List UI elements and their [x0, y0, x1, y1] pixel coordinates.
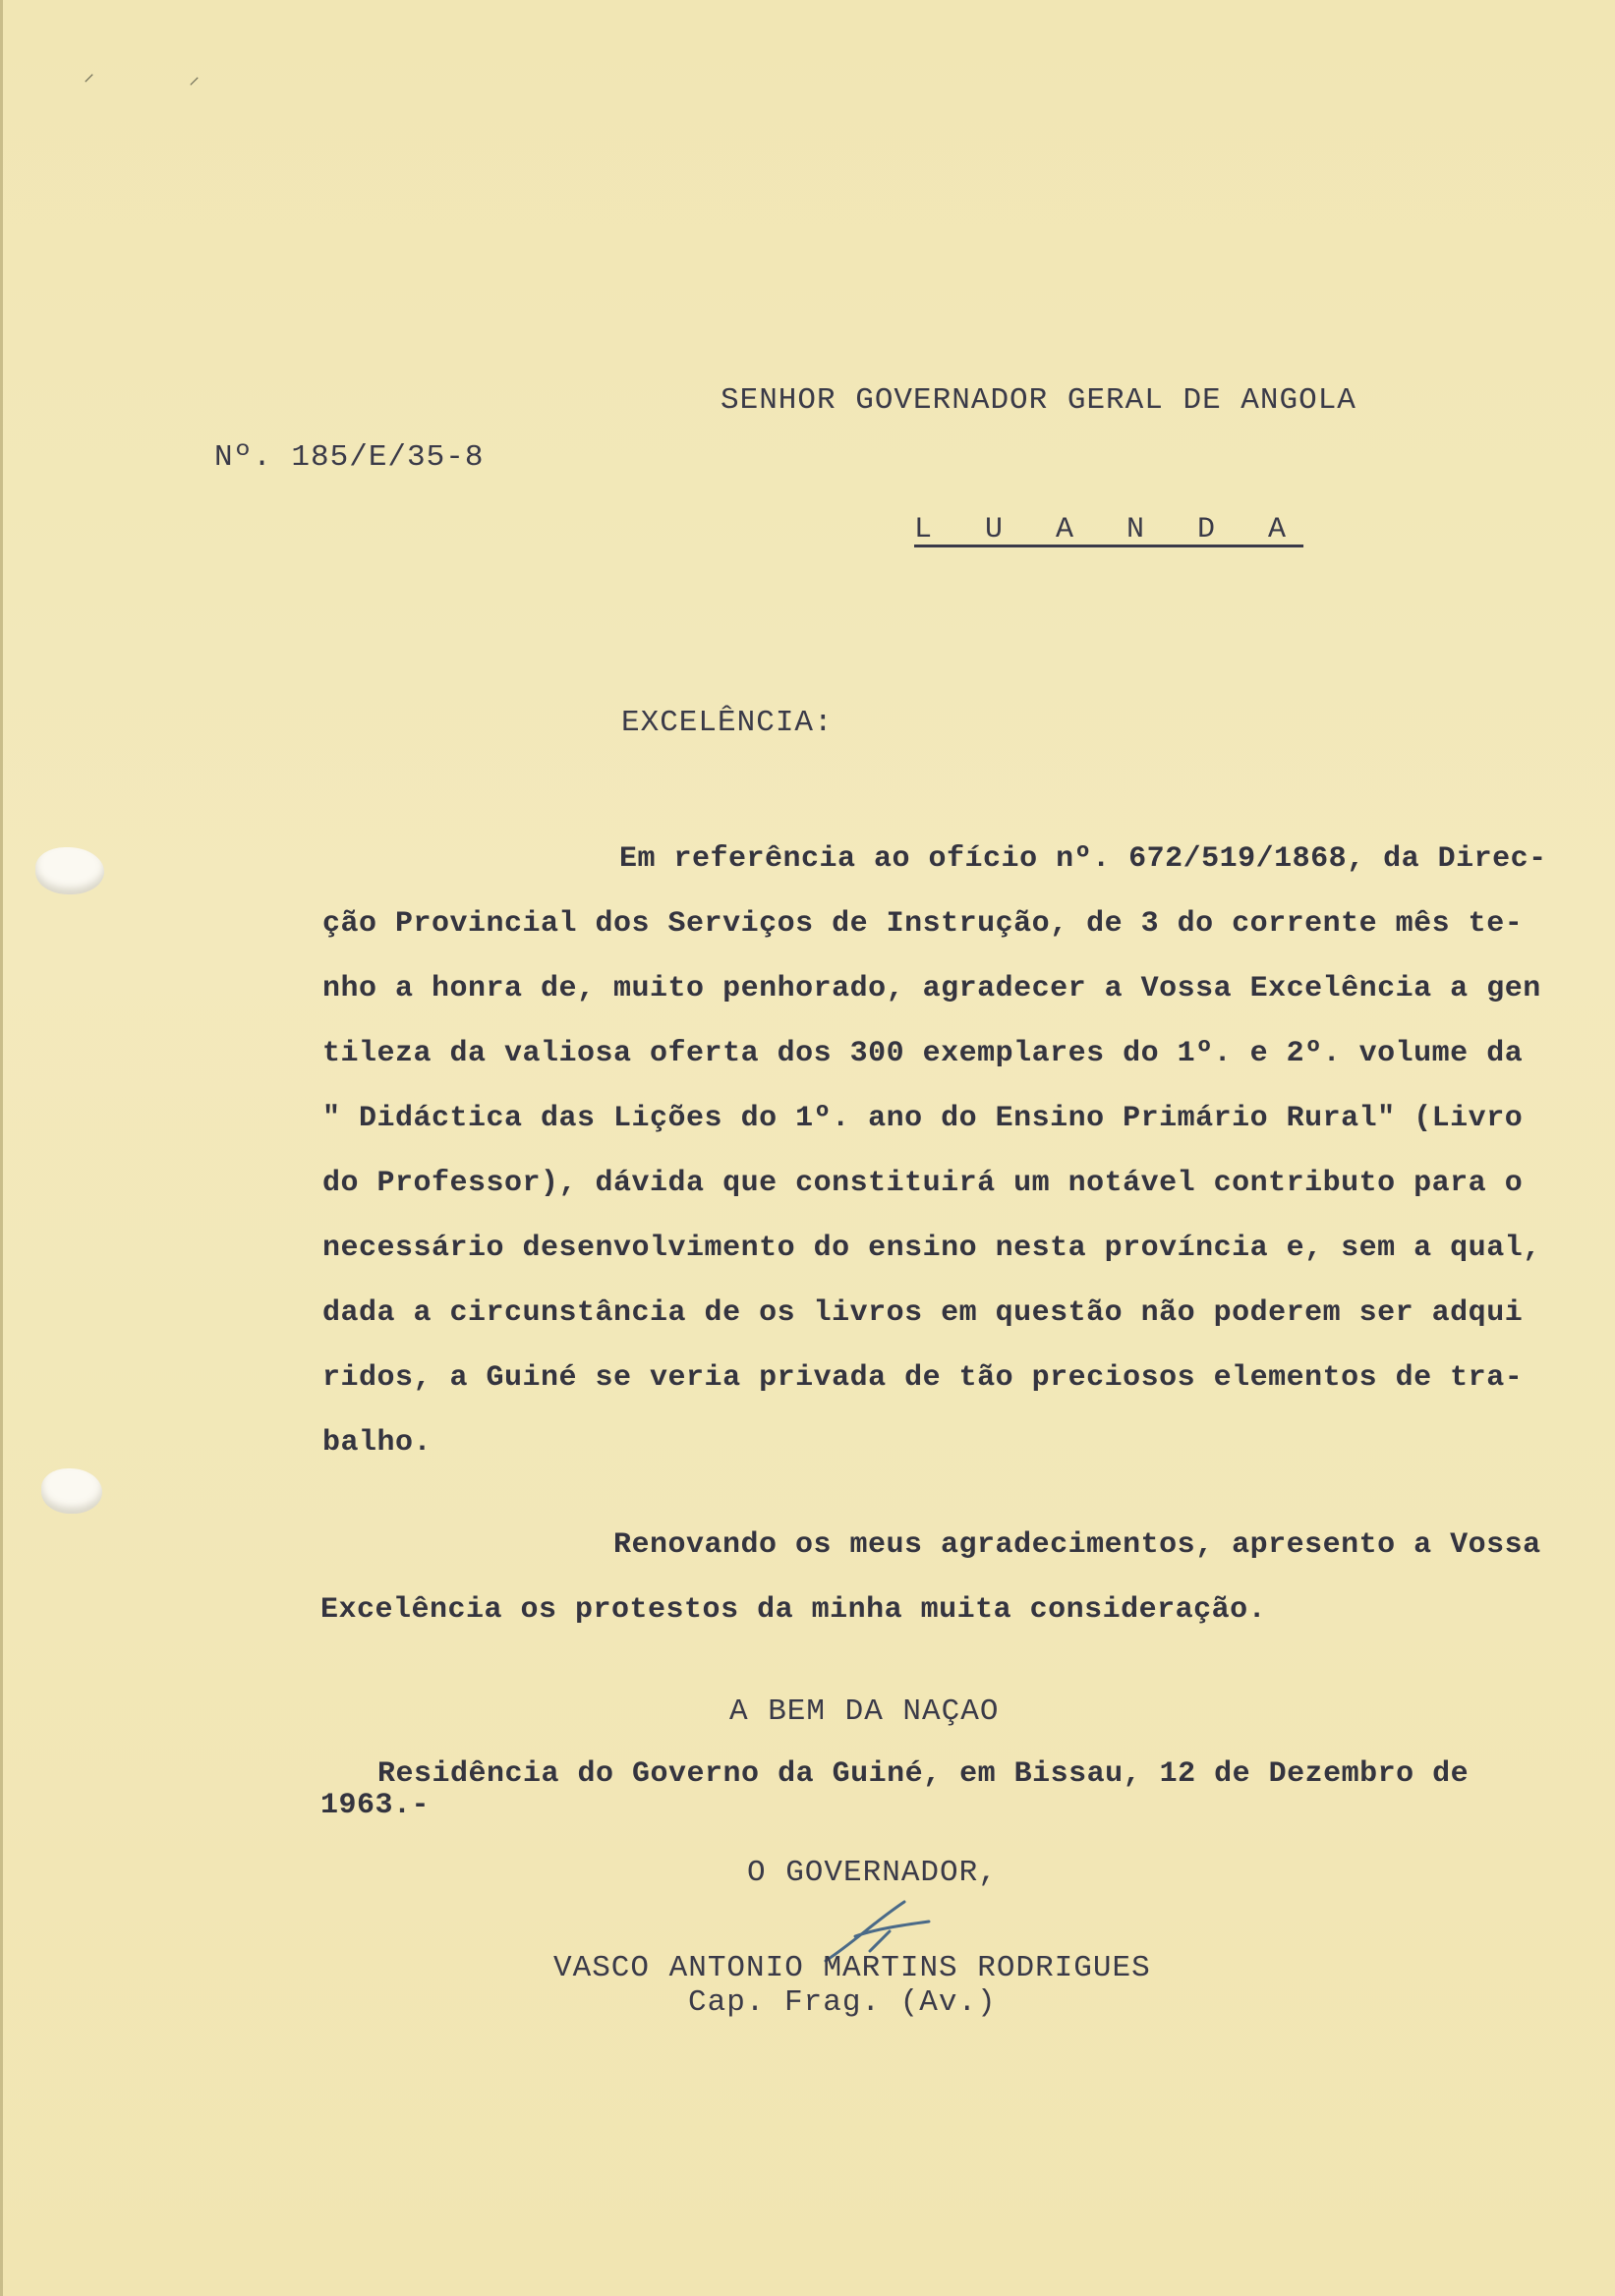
- text-line: ção Provincial dos Serviços de Instrução, de 3 do corrente mês te-: [322, 907, 1524, 941]
- text-line: dada a circunstância de os livros em questão não poderem ser adqui: [322, 1296, 1524, 1330]
- salutation: EXCELÊNCIA:: [621, 706, 834, 740]
- text-line: nho a honra de, muito penhorado, agradecer a Vossa Excelência a gen: [322, 972, 1541, 1005]
- text-line: Excelência os protestos da minha muita consideração.: [320, 1593, 1267, 1627]
- place-date-line: Residência do Governo da Guiné, em Bissau, 12 de Dezembro de: [377, 1757, 1470, 1791]
- reference-number: Nº. 185/E/35-8: [214, 440, 485, 475]
- addressee: SENHOR GOVERNADOR GERAL DE ANGOLA: [721, 383, 1356, 418]
- closing-formula: A BEM DA NAÇAO: [729, 1694, 1000, 1729]
- text-line: tileza da valiosa oferta dos 300 exemplares do 1º. e 2º. volume da: [322, 1037, 1524, 1070]
- punch-hole-bottom: [41, 1468, 102, 1514]
- text-line: " Didáctica das Lições do 1º. ano do Ensino Primário Rural" (Livro: [322, 1102, 1524, 1135]
- text-line: ridos, a Guiné se veria privada de tão preciosos elementos de tra-: [322, 1361, 1524, 1395]
- signatory-title: O GOVERNADOR,: [747, 1856, 998, 1890]
- text-line: balho.: [322, 1426, 433, 1460]
- place-date-line: 1963.-: [320, 1789, 431, 1822]
- ink-mark: ⸍: [84, 72, 95, 96]
- text-line: Em referência ao ofício nº. 672/519/1868, da Direc-: [619, 842, 1547, 876]
- punch-hole-top: [35, 847, 104, 894]
- signatory-rank: Cap. Frag. (Av.): [688, 1985, 997, 2020]
- signatory-name: VASCO ANTONIO MARTINS RODRIGUES: [553, 1951, 1151, 1985]
- city-line: L U A N D A: [914, 513, 1304, 546]
- ink-mark: ⸝: [189, 66, 201, 90]
- text-line: necessário desenvolvimento do ensino nesta província e, sem a qual,: [322, 1232, 1541, 1265]
- text-line: Renovando os meus agradecimentos, apresento a Vossa: [613, 1528, 1541, 1562]
- text-line: do Professor), dávida que constituirá um notável contributo para o: [322, 1167, 1524, 1200]
- page-edge: [0, 0, 3, 2296]
